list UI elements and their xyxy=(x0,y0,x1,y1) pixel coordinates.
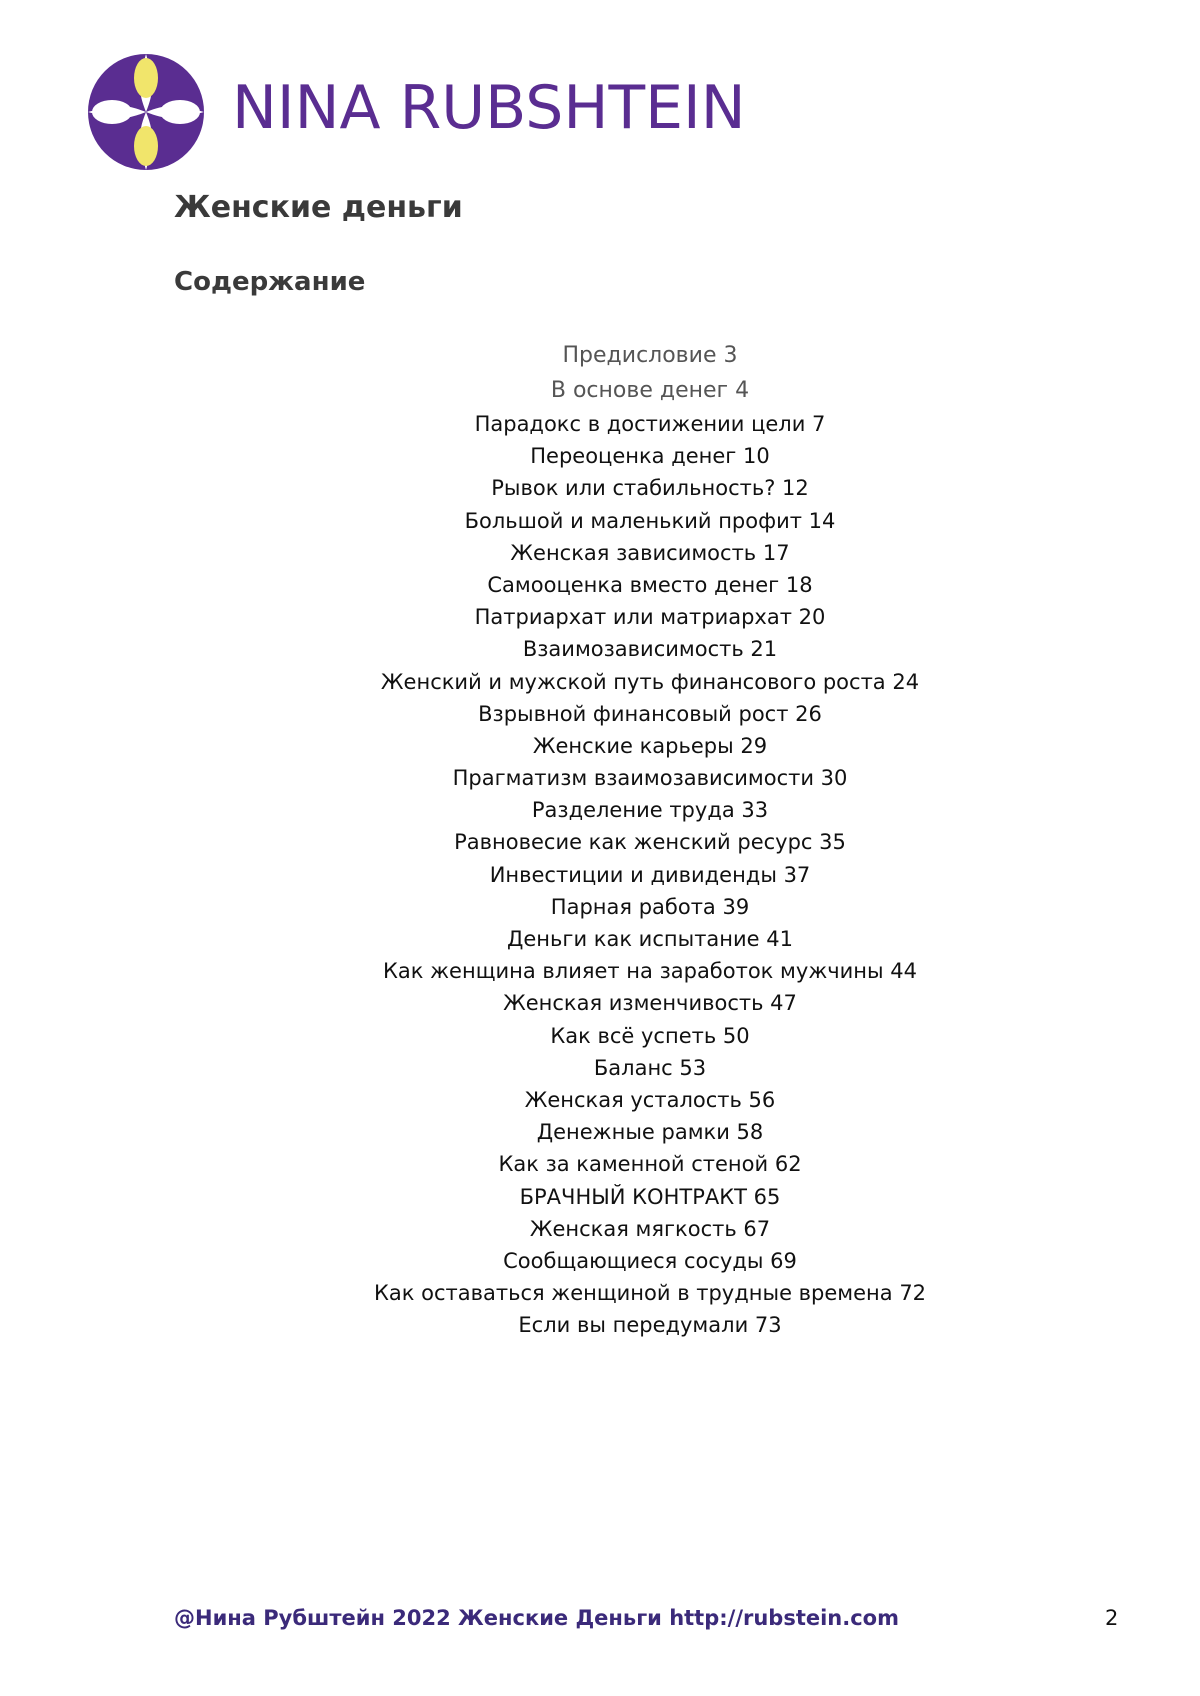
toc-entry[interactable]: Большой и маленький профит 14 xyxy=(464,508,836,533)
toc-entry[interactable]: Женская зависимость 17 xyxy=(510,540,790,565)
toc-entry[interactable]: Равновесие как женский ресурс 35 xyxy=(454,830,846,855)
toc-entry[interactable]: Рывок или стабильность? 12 xyxy=(491,476,809,501)
toc-entry[interactable]: Переоценка денег 10 xyxy=(530,444,770,469)
toc-entry[interactable]: Женские карьеры 29 xyxy=(532,733,768,758)
brand-name: NINA RUBSHTEIN xyxy=(232,73,746,143)
toc-entry[interactable]: Если вы передумали 73 xyxy=(518,1313,782,1338)
table-of-contents xyxy=(300,338,1000,1341)
toc-entry[interactable]: Как оставаться женщиной в трудные времена 72 xyxy=(373,1281,927,1306)
toc-entry[interactable]: Как всё успеть 50 xyxy=(550,1023,750,1048)
toc-entry[interactable]: Прагматизм взаимозависимости 30 xyxy=(452,766,848,791)
toc-entry[interactable]: Парная работа 39 xyxy=(550,894,750,919)
document-title: Женские деньги xyxy=(174,190,463,225)
flower-logo-icon xyxy=(86,52,206,172)
toc-entry[interactable]: Как женщина влияет на заработок мужчины 44 xyxy=(382,959,917,984)
toc-entry[interactable]: Женская изменчивость 47 xyxy=(503,991,797,1016)
page-number: 2 xyxy=(1105,1606,1119,1630)
contents-heading: Содержание xyxy=(174,267,366,297)
toc-entry[interactable]: Парадокс в достижении цели 7 xyxy=(474,412,826,436)
toc-entry[interactable]: Патриархат или матриархат 20 xyxy=(474,605,826,630)
toc-entry[interactable]: Предисловие 3 xyxy=(562,343,738,368)
footer-text: @Нина Рубштейн 2022 Женские Деньги http://rubstein.com xyxy=(174,1606,899,1630)
toc-entry[interactable]: Взрывной финансовый рост 26 xyxy=(478,701,822,726)
toc-entry[interactable]: Баланс 53 xyxy=(593,1055,707,1080)
toc-entry[interactable]: Взаимозависимость 21 xyxy=(522,637,778,662)
toc-entry[interactable]: Сообщающиеся сосуды 69 xyxy=(503,1248,797,1273)
toc-entry[interactable]: Как за каменной стеной 62 xyxy=(498,1152,802,1177)
toc-entry[interactable]: Женская мягкость 67 xyxy=(529,1216,771,1241)
toc-entry[interactable]: Женская усталость 56 xyxy=(524,1087,776,1112)
toc-entry[interactable]: Денежные рамки 58 xyxy=(536,1120,764,1145)
toc-entry[interactable]: В основе денег 4 xyxy=(550,378,750,403)
toc-entry[interactable]: Разделение труда 33 xyxy=(531,798,769,823)
toc-entry[interactable]: Самооценка вместо денег 18 xyxy=(487,572,813,597)
toc-entry[interactable]: Инвестиции и дивиденды 37 xyxy=(489,862,811,887)
toc-entry[interactable]: Женский и мужской путь финансового роста 24 xyxy=(380,669,920,694)
toc-entry[interactable]: Деньги как испытание 41 xyxy=(506,927,793,951)
toc-entry[interactable]: БРАЧНЫЙ КОНТРАКТ 65 xyxy=(519,1184,781,1209)
